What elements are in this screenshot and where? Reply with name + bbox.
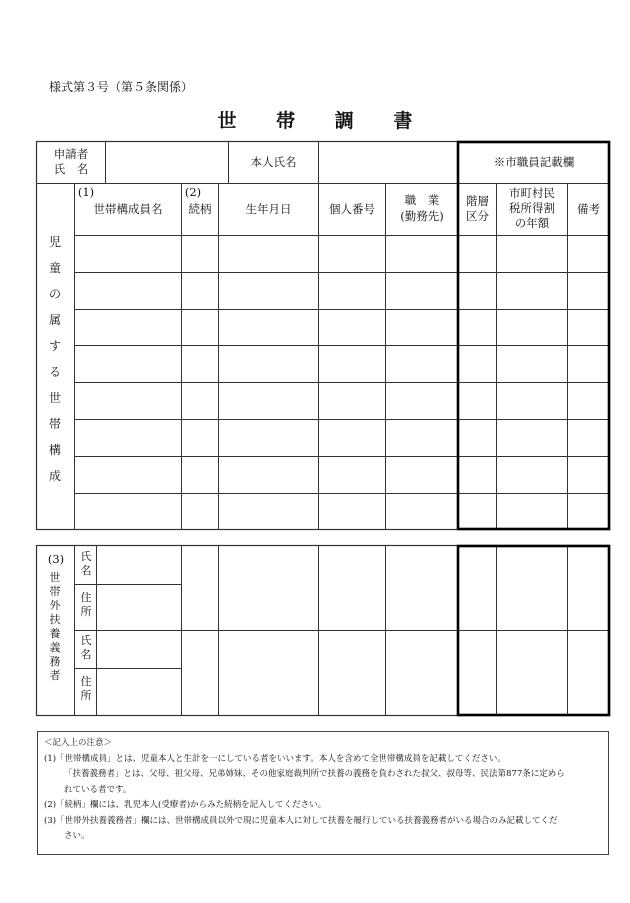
vertical-char: 者 <box>49 669 61 682</box>
vertical-char: 氏 <box>80 550 92 563</box>
member-name-header: 世帯構成員名 <box>93 202 163 216</box>
relation-number: (2) <box>184 185 202 199</box>
applicant-name-field[interactable] <box>106 143 228 181</box>
note-line: 「扶養義務者」とは、父母、祖父母、兄弟姉妹、その他家庭裁判所で扶養の義務を負わされた叔父、叔母等、民法第877条に定めら <box>64 769 565 779</box>
vertical-char: 義 <box>49 641 61 654</box>
vertical-char: 住 <box>80 591 92 604</box>
note-line: (2)「続柄」欄には、乳児本人(受療者)からみた続柄を記入してください。 <box>44 800 327 810</box>
tier-header: 階層 区分 <box>466 194 489 223</box>
title-char: 帯 <box>276 110 296 132</box>
principal-name-label: 本人氏名 <box>250 155 297 169</box>
vertical-char: 名 <box>80 648 92 661</box>
staff-column-label: ※市職員記載欄 <box>493 155 575 169</box>
vertical-char: 扶 <box>49 613 61 626</box>
title-char: 書 <box>393 110 413 132</box>
vertical-char: 世 <box>49 571 61 584</box>
occupation-header: 職 業 <box>404 193 440 207</box>
vertical-char: の <box>48 287 61 301</box>
vertical-char: 務 <box>49 655 61 668</box>
occupation-sub-header: (勤務先) <box>400 209 444 223</box>
note-line: さい。 <box>64 831 90 841</box>
vertical-char: 住 <box>80 675 92 688</box>
outside-address-label <box>79 675 93 703</box>
outside-number: (3) <box>47 552 65 566</box>
tax-amount-header: 市町村民 税所得割 の年額 <box>509 186 555 230</box>
outside-name-label <box>79 550 93 578</box>
vertical-char: 世 <box>48 391 61 405</box>
vertical-char: 成 <box>48 469 61 483</box>
notes-heading: ＜記入上の注意＞ <box>44 738 113 748</box>
relation-header: 続柄 <box>188 202 212 216</box>
vertical-char: 属 <box>48 313 61 327</box>
vertical-char: 童 <box>48 261 61 275</box>
applicant-label-text: 申請者 氏 名 <box>53 147 89 176</box>
vertical-char: 帯 <box>49 585 61 598</box>
vertical-char: 帯 <box>48 417 61 431</box>
vertical-char: 所 <box>80 605 92 618</box>
principal-name-field[interactable] <box>319 143 457 181</box>
vertical-char: 児 <box>48 235 61 249</box>
vertical-char: 氏 <box>80 634 92 647</box>
member-number: (1) <box>77 185 95 199</box>
vertical-char: 所 <box>80 689 92 702</box>
household-side-label <box>47 229 63 489</box>
note-line: (3)「世帯外扶養義務者」欄には、世帯構成員以外で現に児童本人に対して扶養を履行している扶養義務者がいる場合のみ記載してくだ <box>44 815 558 826</box>
form-number-label: 様式第３号（第５条関係） <box>49 80 194 94</box>
vertical-char: 養 <box>49 627 61 640</box>
vertical-char: 外 <box>49 599 61 612</box>
note-line: れている者です。 <box>64 784 132 795</box>
notes-box <box>37 731 609 855</box>
vertical-char: 構 <box>48 443 61 457</box>
outside-name-label <box>79 634 93 662</box>
birthdate-header: 生年月日 <box>245 202 292 216</box>
outside-side-label <box>48 571 62 683</box>
vertical-char: す <box>48 339 61 353</box>
title-char: 調 <box>334 110 354 132</box>
outside-address-label <box>79 591 93 619</box>
vertical-char: 名 <box>80 564 92 577</box>
vertical-char: る <box>48 365 61 379</box>
remarks-header: 備考 <box>577 202 600 216</box>
applicant-label <box>40 147 102 177</box>
title-char: 世 <box>217 110 237 132</box>
personal-number-header: 個人番号 <box>329 202 375 216</box>
note-line: (1)「世帯構成員」とは、児童本人と生計を一にしている者をいいます。本人を含めて全世帯構成員を記載してください。 <box>44 753 506 764</box>
